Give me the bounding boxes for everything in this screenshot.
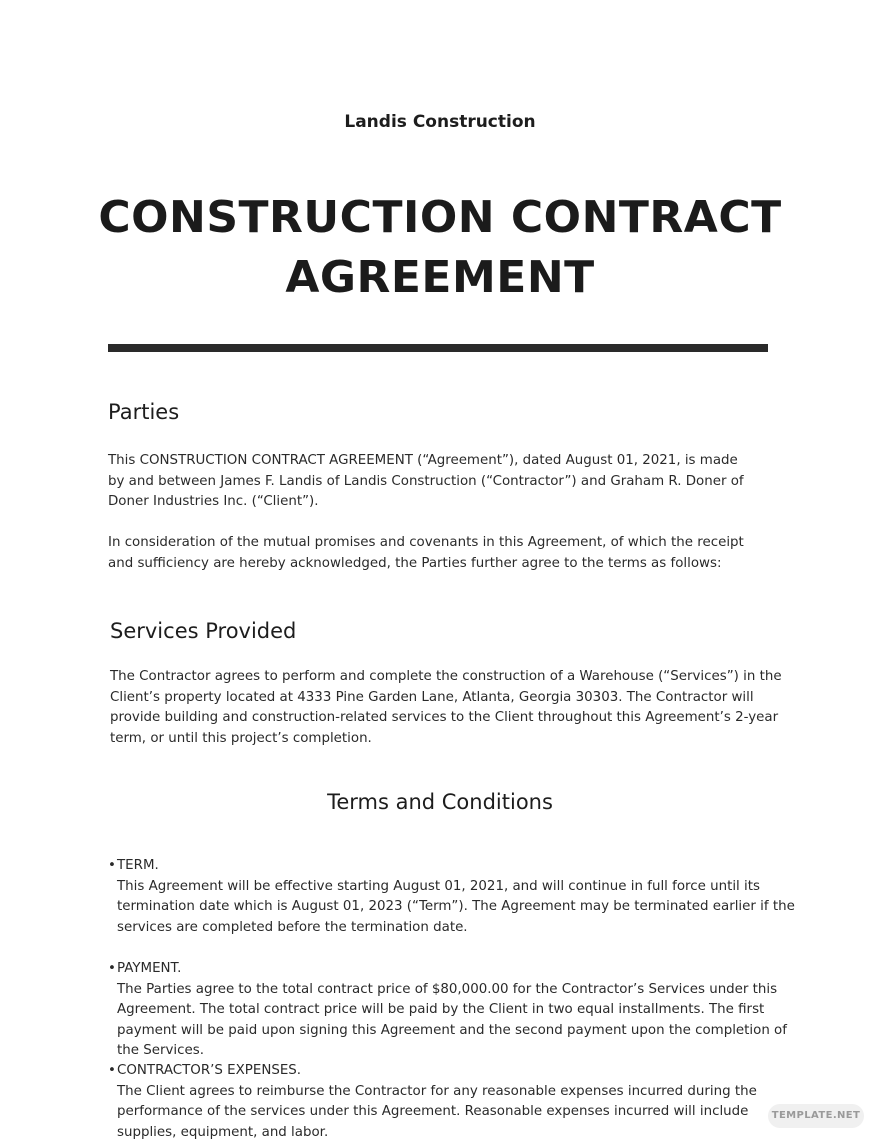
title-line-2: AGREEMENT <box>285 252 595 303</box>
bullet-icon: • <box>108 961 116 976</box>
term-item <box>108 856 798 938</box>
expenses-body: The Client agrees to reimburse the Contractor for any reasonable expenses incurred during the performance of the services under this Agreement. Reasonable expenses incurred will include supplies, equipment, and labor. <box>117 1083 757 1140</box>
bullet-icon: • <box>108 1063 116 1078</box>
expenses-label: CONTRACTOR’S EXPENSES. <box>117 1063 302 1078</box>
expenses-item <box>108 1061 798 1143</box>
services-paragraph: The Contractor agrees to perform and complete the construction of a Warehouse (“Services”) in the Client’s property located at 4333 Pine Garden Lane, Atlanta, Georgia 30303. The Contractor will provide building and construction-related services to the Client throughout this Agreement’s 2-year term, or until this project’s completion. <box>110 669 782 746</box>
document-title <box>60 188 820 308</box>
services-heading: Services Provided <box>110 619 297 643</box>
title-line-1: CONSTRUCTION CONTRACT <box>98 192 782 243</box>
parties-paragraph-1: This CONSTRUCTION CONTRACT AGREEMENT (“Agreement”), dated August 01, 2021, is made by and between James F. Landis of Landis Construction (“Contractor”) and Graham R. Doner of Doner Industries Inc. (“Client”). <box>108 453 744 510</box>
parties-paragraph-2: In consideration of the mutual promises and covenants in this Agreement, of which the receipt and sufficiency are hereby acknowledged, the Parties further agree to the terms as follows: <box>108 535 744 571</box>
payment-body: The Parties agree to the total contract price of $80,000.00 for the Contractor’s Services under this Agreement. The total contract price will be paid by the Client in two equal installments. The first payment will be paid upon signing this Agreement and the second payment upon the completion of the Services. <box>117 981 787 1059</box>
payment-label: PAYMENT. <box>117 961 182 976</box>
payment-item <box>108 959 798 1062</box>
title-divider <box>108 344 768 352</box>
parties-heading: Parties <box>108 400 180 424</box>
template-watermark: TEMPLATE.NET <box>768 1104 864 1128</box>
term-label: TERM. <box>117 858 159 873</box>
terms-heading: Terms and Conditions <box>327 790 553 814</box>
term-body: This Agreement will be effective starting August 01, 2021, and will continue in full force until its termination date which is August 01, 2023 (“Term”). The Agreement may be terminated earlier if the services are completed before the termination date. <box>117 878 795 935</box>
bullet-icon: • <box>108 858 116 873</box>
company-name: Landis Construction <box>344 112 536 132</box>
